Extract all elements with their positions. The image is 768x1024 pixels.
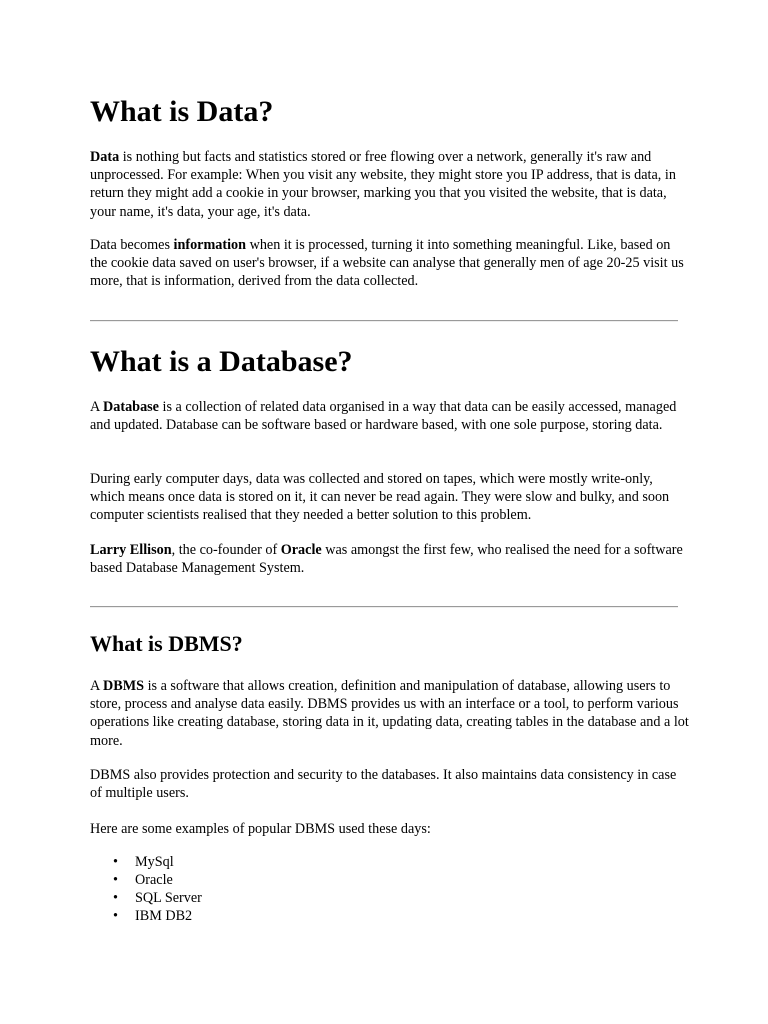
section-divider-1 (90, 320, 678, 322)
term-larry-ellison: Larry Ellison (90, 542, 172, 558)
dbms-examples-list (110, 853, 202, 925)
heading-what-is-a-database: What is a Database? (90, 345, 353, 378)
paragraph-information-text: when it is processed, turning it into something meaningful. Like, based on the cookie data saved on user's browser, if a website can analyse that generally men of age 20-25 visit us more, that is information, derived from the data collected. (90, 237, 684, 290)
list-item (110, 871, 202, 889)
bullet-dot-icon: • (113, 854, 118, 870)
paragraph-dbms-definition (90, 677, 690, 750)
term-database: Database (103, 399, 159, 415)
paragraph-oracle-mid: , the co-founder of (171, 542, 281, 558)
list-item (110, 889, 202, 907)
paragraph-database-lead: A (90, 399, 104, 415)
list-item-label: IBM DB2 (135, 908, 193, 924)
paragraph-information-lead: Data becomes (90, 237, 174, 253)
bullet-dot-icon: • (113, 872, 118, 888)
bullet-dot-icon: • (113, 890, 118, 906)
paragraph-oracle-text: was amongst the first few, who realised the need for a software based Database Management System. (90, 542, 683, 577)
heading-what-is-dbms: What is DBMS? (90, 631, 243, 656)
term-dbms: DBMS (103, 678, 145, 694)
paragraph-dbms-protection: DBMS also provides protection and security to the databases. It also maintains data consistency in case of multiple users. (90, 767, 677, 802)
paragraph-dbms-lead: A (90, 678, 104, 694)
heading-what-is-data: What is Data? (90, 95, 274, 128)
term-data: Data (90, 149, 120, 165)
paragraph-database-oracle (90, 541, 690, 577)
term-information: information (173, 237, 247, 253)
list-item (110, 853, 202, 871)
paragraph-data-information (90, 236, 690, 291)
bullet-dot-icon: • (113, 908, 118, 924)
paragraph-database-text: is a collection of related data organised in a way that data can be easily accessed, managed and updated. Database can be software based or hardware based, with one sole purpose, storing data. (90, 399, 677, 434)
paragraph-dbms-text: is a software that allows creation, definition and manipulation of database, allowing users to store, process and analyse data easily. DBMS provides us with an interface or a tool, to perform various operations like creating database, storing data in it, updating data, creating tables in the database and a lot more. (90, 678, 689, 749)
paragraph-data-definition (90, 148, 690, 221)
paragraph-database-history: During early computer days, data was collected and stored on tapes, which were mostly write-only, which means once data is stored on it, it can never be read again. They were slow and bulky, and soon computer scientists realised that they needed a better solution to this problem. (90, 471, 670, 524)
term-oracle: Oracle (280, 542, 322, 558)
paragraph-data-definition-text: is nothing but facts and statistics stored or free flowing over a network, generally it's raw and unprocessed. For example: When you visit any website, they might store you IP address, that is data, in return they might add a cookie in your browser, marking you that you visited the website, that is data, your name, it's data, your age, it's data. (90, 149, 676, 220)
list-item-label: MySql (135, 854, 174, 870)
list-item-label: SQL Server (135, 890, 202, 906)
list-item (110, 907, 202, 925)
section-divider-2 (90, 606, 678, 608)
list-item-label: Oracle (135, 872, 173, 888)
paragraph-dbms-examples-intro: Here are some examples of popular DBMS used these days: (90, 821, 431, 837)
paragraph-database-definition (90, 398, 690, 434)
